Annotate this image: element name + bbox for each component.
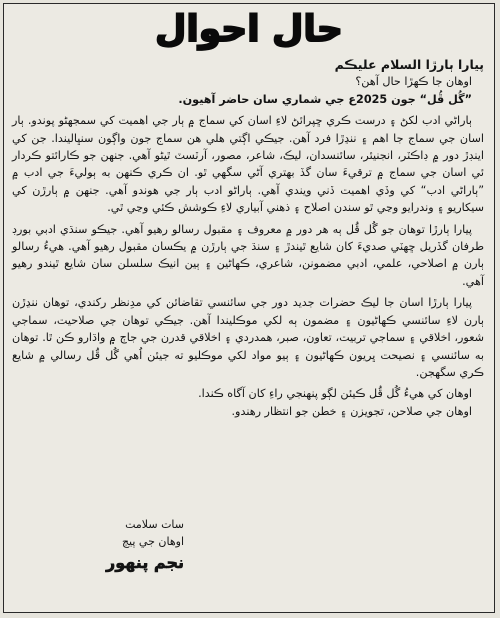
paragraph-childrens-literature: ٻاراڻي ادب لکڻ ۽ درست ڪري ڇپرائڻ لاءِ اسان کي سماج ۾ ٻار جي اهميت کي سمجهڻو پوندو. ٻار اسان جي سماج جا اهم ۽ ننڍڙا فرد آهن. جيڪي اڳتي هلي هن سماج جون واڳون سنڀاليندا. جن کي اينڊڙ دور ۾ ڊاڪٽر، انجنيئر، سائنسدان، ليڪ، شاعر، مصور، آرٽسٽ ٿيڻو آهي. جنهن جو ڪارائتو ڪردار ئي اسان جي سماج ۾ ترقيءَ سان گڏ بهتري آڻي سگهي ٿو. ان ڪري ڪنهن به ٻوليءَ جي ادب ۾ ”ٻاراڻي ادب“ کي وڏي اهميت ڏني ويندي آهي. ٻاراڻو ادب ٻار جي هوندو آهي. جنهن ۾ ٻارڙن کي سيکاريو ۽ وندرايو وڃي ٿو سندن اصلاح ۽ ذهني آبياري لاءِ ڪوشش ڪئي وڃي ٿي.	[12, 114, 484, 215]
signature-relation: اوهان جي پيڄ	[121, 535, 184, 548]
signature-name: نجم پنهور	[106, 553, 184, 572]
salutation: پيارا ٻارڙا السلام عليڪم	[334, 57, 484, 72]
paragraph-science-stories: پيارا ٻارڙا اسان جا ليڪ حضرات جديد دور جي سائنسي تقاضائن کي مدِنظر رکندي، توهان ننڍڙن ٻارن لاءِ سائنسي ڪهاڻيون ۽ مضمون ٻه لکي موڪليندا آهن. جيڪي توهان جي صلاحيت، سماجي شعور، اخلاقي ۽ سماجي تربيت، تعاون، صبر، همدردي ۽ اخلاقي قدرن جي جاڄ ۾ واڌارو ڪن ٿا. توهان به سائنسي ۽ نصيحت ڀريون ڪهاڻيون ۽ ٻيو مواد لکي موڪليو ته جيئن اُهي گُل ڦُل رسالي ۾ شايع ڪري سگهجن.	[12, 296, 484, 379]
page-title: حال احوال	[155, 9, 343, 50]
signature-block	[74, 516, 184, 576]
editorial-page	[3, 3, 495, 613]
paragraph-awaiting-letters: اوهان جي صلاحن، تجويزن ۽ خطن جو انتظار رهندو.	[231, 404, 472, 418]
issue-line: ”گُل ڦُل“ جون 2025ع جي شماري سان حاضر آهيون.	[178, 92, 472, 106]
signature-closing: سات سلامت	[125, 518, 184, 531]
editorial-body	[12, 56, 484, 420]
paragraph-feedback-request: اوهان کي هيءُ گُل ڦُل ڪيئن لڳو پنهنجي راءِ کان آگاه ڪندا.	[198, 387, 472, 401]
paragraph-gul-phul-magazine: پيارا ٻارڙا توهان جو گُل ڦُل ٻه هر دور ۾ معروف ۽ مقبول رسالو رهيو آهي. جيڪو سنڌي ادبي بورڊ طرفان گڏريل ڇهٽي صديءَ کان شايع ٿيندڙ ۽ سنڌ جي ٻارڙن ۾ يڪسان مقبول رهيو آهي. هيءُ رسالو ٻارن ۾ اصلاحي، علمي، ادبي مضمونن، شاعري، ڪهاڻين ۽ ٻين انيڪ سلسلن سان شايع ٿيندو رهيو آهي.	[12, 222, 484, 288]
greeting-line: اوهان جا ڪهڙا حال آهن؟	[355, 75, 472, 89]
